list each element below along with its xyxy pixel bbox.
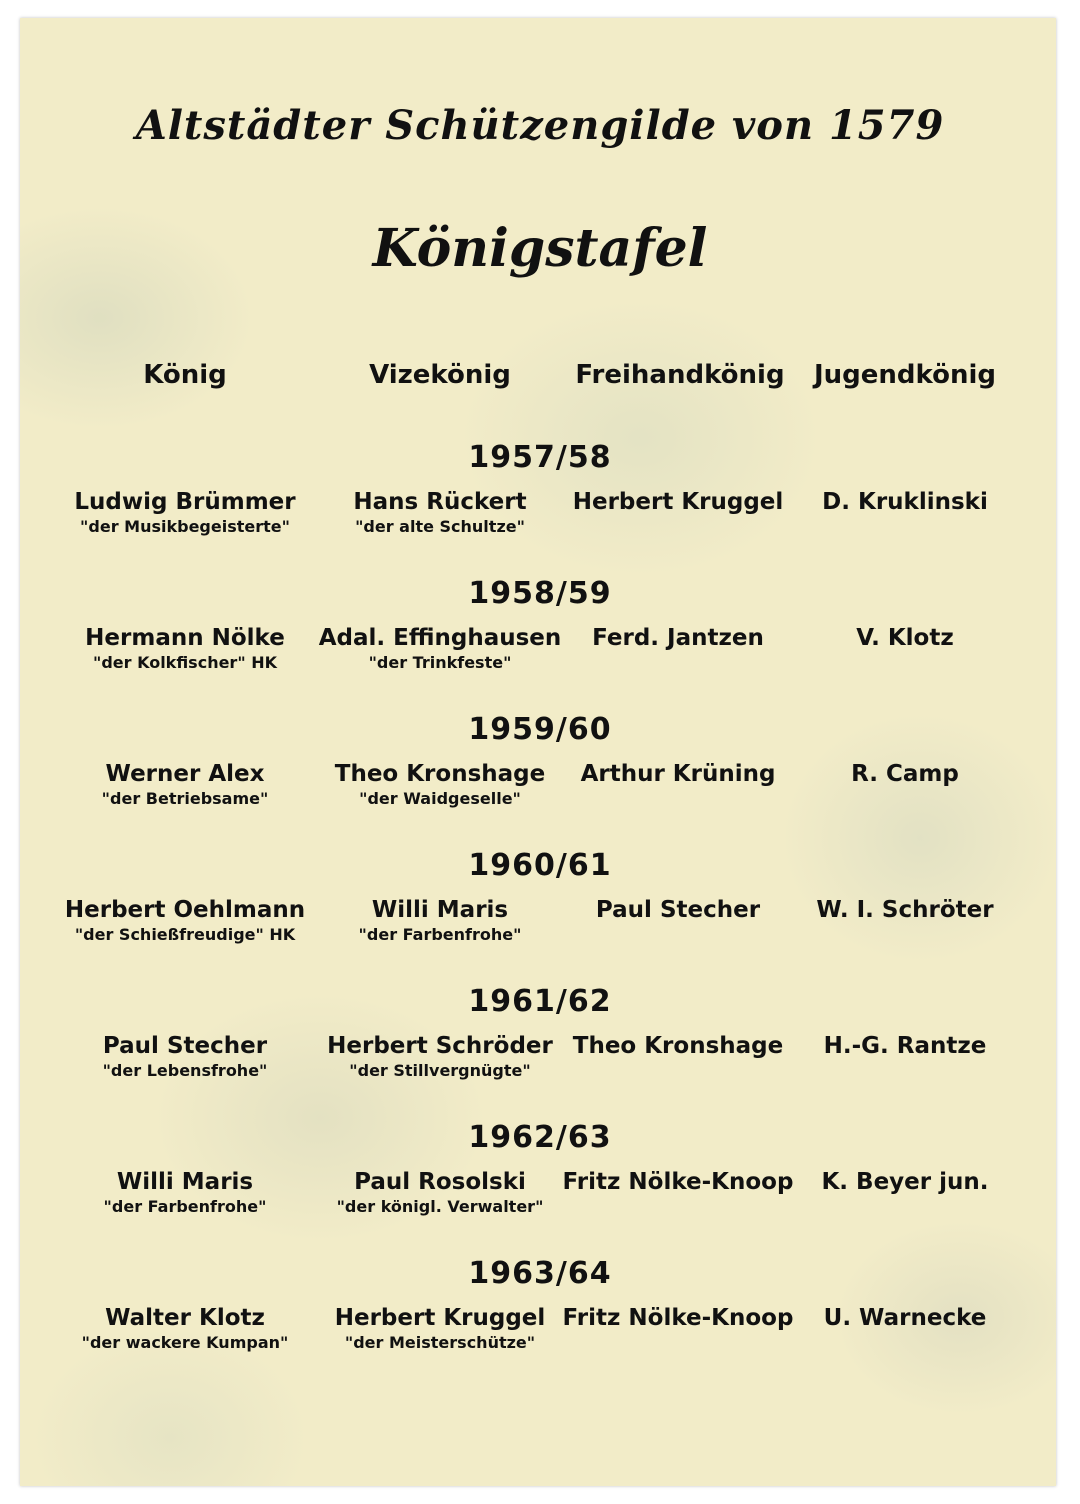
vize-name: Paul Rosolski	[354, 1169, 526, 1195]
season-year: 1957/58	[468, 440, 612, 475]
koenig-nickname: "der Lebensfrohe"	[102, 1061, 268, 1080]
cell-vize	[300, 760, 580, 810]
season-year: 1963/64	[468, 1256, 612, 1291]
jugend-name: H.-G. Rantze	[823, 1033, 987, 1059]
cell-vize	[300, 488, 580, 538]
jugend-name: W. I. Schröter	[816, 897, 994, 923]
vize-name: Theo Kronshage	[334, 761, 546, 787]
page-subtitle: Königstafel	[372, 218, 708, 279]
season-year: 1961/62	[468, 984, 612, 1019]
koenig-name: Willi Maris	[116, 1169, 254, 1195]
cell-koenig	[45, 1032, 325, 1082]
cell-jugend	[790, 760, 1020, 788]
vize-name: Herbert Schröder	[327, 1033, 553, 1059]
koenig-name: Hermann Nölke	[85, 625, 285, 651]
season-year: 1962/63	[468, 1120, 612, 1155]
cell-freihand	[548, 488, 808, 516]
cell-freihand	[548, 760, 808, 788]
freihand-name: Fritz Nölke-Knoop	[562, 1169, 794, 1195]
cell-jugend	[790, 1304, 1020, 1332]
cell-freihand	[548, 1304, 808, 1332]
cell-vize	[300, 1032, 580, 1082]
season-year: 1960/61	[468, 848, 612, 883]
vize-nickname: "der Stillvergnügte"	[349, 1061, 531, 1080]
vize-nickname: "der Meisterschütze"	[344, 1333, 536, 1352]
cell-jugend	[790, 1168, 1020, 1196]
page-title: Altstädter Schützengilde von 1579	[135, 102, 945, 149]
cell-koenig	[45, 896, 325, 946]
freihand-name: Fritz Nölke-Knoop	[562, 1305, 794, 1331]
vize-name: Hans Rückert	[353, 489, 527, 515]
cell-koenig	[45, 488, 325, 538]
koenig-name: Walter Klotz	[105, 1305, 265, 1331]
season-year: 1958/59	[468, 576, 612, 611]
cell-freihand	[548, 624, 808, 652]
cell-jugend	[790, 488, 1020, 516]
cell-koenig	[45, 760, 325, 810]
freihand-name: Arthur Krüning	[580, 761, 776, 787]
vize-nickname: "der alte Schultze"	[355, 517, 525, 536]
koenig-nickname: "der wackere Kumpan"	[81, 1333, 289, 1352]
cell-freihand	[548, 1032, 808, 1060]
column-header-freihandkoenig: Freihandkönig	[575, 360, 785, 390]
vize-nickname: "der königl. Verwalter"	[336, 1197, 544, 1216]
cell-koenig	[45, 1168, 325, 1218]
jugend-name: V. Klotz	[856, 625, 954, 651]
cell-freihand	[548, 1168, 808, 1196]
koenig-name: Paul Stecher	[102, 1033, 268, 1059]
vize-nickname: "der Waidgeselle"	[359, 789, 521, 808]
season-year: 1959/60	[468, 712, 612, 747]
column-header-vizekoenig: Vizekönig	[369, 360, 511, 390]
koenig-name: Ludwig Brümmer	[74, 489, 296, 515]
cell-koenig	[45, 624, 325, 674]
koenig-nickname: "der Musikbegeisterte"	[80, 517, 290, 536]
column-header-koenig: König	[143, 360, 227, 390]
cell-jugend	[790, 624, 1020, 652]
vize-nickname: "der Farbenfrohe"	[358, 925, 522, 944]
freihand-name: Paul Stecher	[595, 897, 761, 923]
cell-koenig	[45, 1304, 325, 1354]
cell-vize	[300, 624, 580, 674]
jugend-name: U. Warnecke	[823, 1305, 987, 1331]
koenig-name: Herbert Oehlmann	[64, 897, 306, 923]
vize-name: Willi Maris	[371, 897, 509, 923]
vize-nickname: "der Trinkfeste"	[368, 653, 512, 672]
koenig-nickname: "der Farbenfrohe"	[103, 1197, 267, 1216]
koenig-nickname: "der Betriebsame"	[101, 789, 269, 808]
cell-jugend	[790, 896, 1020, 924]
freihand-name: Theo Kronshage	[572, 1033, 784, 1059]
cell-vize	[300, 896, 580, 946]
vize-name: Herbert Kruggel	[334, 1305, 546, 1331]
freihand-name: Herbert Kruggel	[572, 489, 784, 515]
jugend-name: K. Beyer jun.	[821, 1169, 989, 1195]
vize-name: Adal. Effinghausen	[318, 625, 562, 651]
cell-vize	[300, 1304, 580, 1354]
cell-vize	[300, 1168, 580, 1218]
freihand-name: Ferd. Jantzen	[592, 625, 764, 651]
jugend-name: R. Camp	[851, 761, 959, 787]
column-header-jugendkoenig: Jugendkönig	[813, 360, 997, 390]
cell-jugend	[790, 1032, 1020, 1060]
koenig-name: Werner Alex	[105, 761, 265, 787]
jugend-name: D. Kruklinski	[822, 489, 988, 515]
cell-freihand	[548, 896, 808, 924]
koenig-nickname: "der Schießfreudige" HK	[74, 925, 296, 944]
koenig-nickname: "der Kolkfischer" HK	[92, 653, 278, 672]
